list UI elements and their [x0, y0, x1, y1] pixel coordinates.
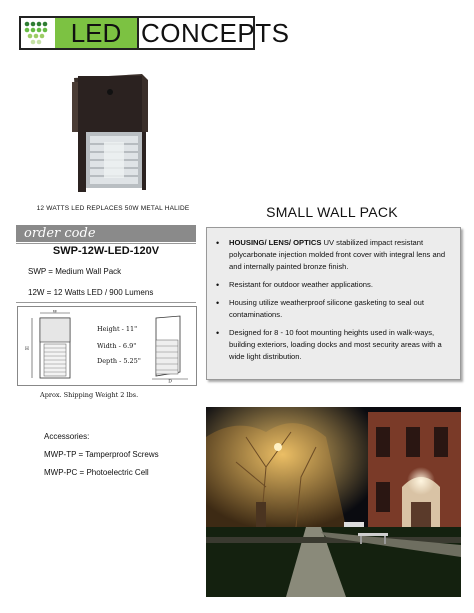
accessory-item: MWP-PC = Photoelectric Cell: [44, 468, 149, 477]
depth-label: D: [168, 379, 172, 383]
features-list: [229, 237, 452, 363]
depth-spec: Depth - 5.25": [97, 357, 141, 365]
features-box: [206, 227, 461, 380]
front-view-drawing: [20, 310, 80, 383]
logo-led-text: LED: [55, 18, 139, 48]
shipping-weight: Aprox. Shipping Weight 2 lbs.: [40, 391, 139, 399]
accessory-item: MWP-TP = Tamperproof Screws: [44, 450, 159, 459]
height-spec: Height - 11": [97, 325, 138, 333]
logo-concepts-text: CONCEPTS: [141, 18, 290, 48]
product-caption: 12 WATTS LED REPLACES 50W METAL HALIDE: [36, 205, 190, 212]
accessories-title: Accessories:: [44, 432, 90, 441]
order-code-line: SWP = Medium Wall Pack: [28, 267, 122, 276]
divider: [16, 302, 196, 303]
feature-item: [229, 279, 452, 291]
height-label: H: [25, 347, 29, 352]
order-code-header: order code: [16, 225, 196, 242]
width-label: W: [52, 310, 58, 315]
feature-text: Housing utilize weatherproof silicone gasketing to seal out contaminations.: [229, 298, 425, 319]
logo-dots-icon: [23, 20, 53, 46]
feature-item: [229, 297, 452, 321]
feature-text: UV stabilized impact resistant polycarbonate injection molded front cover with integral lens and and internally painted bronze finish.: [229, 238, 446, 271]
order-code: SWP-12W-LED-120V: [52, 245, 160, 257]
feature-text: Resistant for outdoor weather applications.: [229, 280, 373, 289]
feature-item: [229, 327, 452, 363]
feature-text: Designed for 8 - 10 foot mounting heights used in walk-ways, building exteriors, loading docks and most security areas with a wide light distribution.: [229, 328, 442, 361]
feature-bold-label: HOUSING/ LENS/ OPTICS: [229, 238, 322, 247]
side-view-drawing: [150, 310, 194, 383]
page-title: SMALL WALL PACK: [266, 204, 398, 220]
order-code-line: 12W = 12 Watts LED / 900 Lumens: [28, 288, 154, 297]
wall-pack-product-image: [68, 72, 154, 194]
divider: [16, 243, 196, 244]
company-logo: [19, 16, 290, 50]
night-installation-photo: [206, 407, 461, 597]
feature-item: [229, 237, 452, 273]
width-spec: Width - 6.9": [97, 342, 137, 350]
